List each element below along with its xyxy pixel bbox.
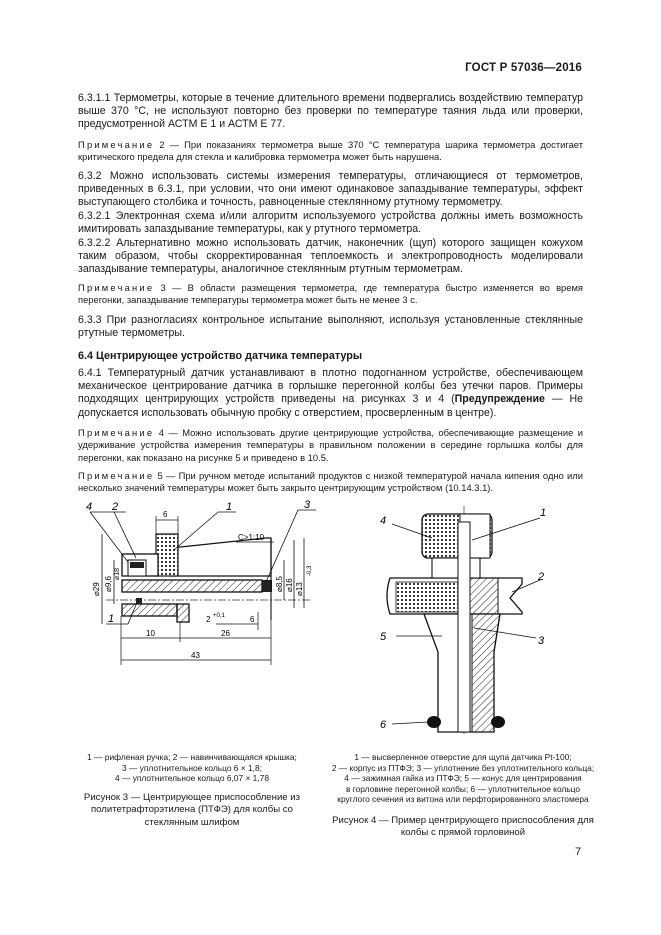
legend-line: 1 — высверленное отверстие для щупа датчика Pt-100; [354,752,572,762]
dim-43: 43 [191,651,200,660]
label-1: 1 [540,507,547,519]
figure-3-caption: Рисунок 3 — Центрирующее приспособление из политетрафторэтилена (ПТФЭ) для колбы со стеклянным шлифом [83,792,301,828]
dim-6b: 6 [250,615,255,624]
o-ring-4 [130,562,144,568]
dim-d13: ⌀13 [295,582,304,596]
taper-label: C>1:10 [238,533,265,542]
note-4 [78,427,583,464]
note-text: 3 — В области размещения термометра, где температура быстро изменяется во время перегонки, запаздывание температуры термометра может быть не менее 3 с. [78,282,583,306]
text-part: 6.4.1 Температурный датчик устанавливают в плотно подогнанном устройстве, обеспечивающем механическое центрирование датчика в горлышке перегонной колбы без утечки паров. Примеры подходящих центрирующих устройств приведены на рисунках 3 и 4 ( [78,367,583,406]
page-number: 7 [575,846,582,858]
note-3 [78,282,583,307]
body-section-lower [122,604,177,616]
paragraph-6-3-2-1: 6.3.2.1 Электронная схема и/или алгоритм используемого устройства должны иметь возможность имитировать запаздывание температуры, как у ртутного термометра. [78,210,583,236]
dim-tolerance: -0,3 [307,565,313,576]
dim-d85: ⌀8,5 [275,576,284,592]
paragraph-6-3-1-1: 6.3.1.1 Термометры, которые в течение длительного времени подвергались воздействию температур выше 370 °С, не используют повторно без проверки по температуре таяния льда или проверки, предусмотренной АСТМ Е 1 и АСТМ Е 77. [78,92,583,131]
note-label: Примечание [78,139,155,150]
warning-label: Предупреждение [454,393,545,406]
flange-knurl [396,582,458,612]
legend-line: 1 — рифленая ручка; 2 — навинчивающаяся крышка; [87,752,297,762]
paragraph-6-3-2: 6.3.2 Можно использовать системы измерения температуры, отличающиеся от термометров, приведенных в 6.3.1, при условии, что они имеют одинаковое запаздывание температуры, эффект выступающего столбика и точность, равноценные стеклянному ртутному термометру. [78,170,583,209]
dim-10: 10 [146,629,155,638]
note-label: Примечание [78,427,155,438]
dim-d18: ⌀18 [114,567,121,580]
note-text: 5 — При ручном методе испытаний продуктов с низкой температурой начала кипения одно или несколько значений температуры может быть закрыто центрирующим устройством (10.14.3.1). [78,470,583,494]
label-3: 3 [538,635,545,647]
body-section-upper [122,580,262,592]
label-2: 2 [112,501,119,513]
dim-2: 2 [206,615,211,624]
note-text: 2 — При показаниях термометра выше 370 °С температура шарика термометра достигает критического предела для стекла и калибровка термометра может быть нарушена. [78,139,583,163]
note-label: Примечание [78,470,155,481]
body-taper [171,538,271,576]
figure-3-legend [54,752,330,784]
figure-3-drawing [76,500,346,745]
section-heading-6-4: 6.4 Центрирующее устройство датчика температуры [78,350,363,362]
flange-section [468,578,498,616]
dim-d29: ⌀29 [92,582,101,596]
body-section-step [177,604,189,622]
label-6: 6 [380,719,387,731]
dim-6: 6 [163,510,168,519]
legend-line: круглого сечения из витона или перфторированного эластомера [337,794,589,805]
paragraph-6-3-3: 6.3.3 При разногласиях контрольное испытание выполняют, используя установленные стеклянные ртутные термометры. [78,314,583,340]
probe-bore [458,522,470,732]
legend-line: 3 — уплотнительное кольцо 6 × 1,8; [122,762,262,773]
label-1: 1 [226,501,233,513]
paragraph-6-3-2-2: 6.3.2.2 Альтернативно можно использовать датчик, наконечник (щуп) которого защищен кожухом таким образом, чтобы скорректированная теплоемкость и электропроводность моделировали запаздывание температуры, аналогичное стеклянным ртутным термометрам. [78,237,583,276]
o-ring-right [491,716,505,728]
label-4: 4 [86,501,93,513]
figure-4-drawing [372,502,562,737]
figure-4-legend [322,752,604,805]
knurled-handle [156,534,178,576]
legend-line: 2 — корпус из ПТФЭ; 3 — уплотнение без уплотнительного кольца; [331,762,595,773]
figure-4-caption: Рисунок 4 — Пример центрирующего приспособления для колбы с прямой горловиной [332,815,594,839]
legend-line: 4 — уплотнительное кольцо 6,07 × 1,78 [115,773,269,784]
note-label: Примечание [78,282,155,293]
label-3: 3 [304,500,311,511]
note-5 [78,470,583,495]
dim-26: 26 [221,629,230,638]
o-ring-left [427,716,441,728]
label-5: 5 [380,631,387,643]
label-2: 2 [538,571,545,583]
note-2 [78,139,583,164]
document-id: ГОСТ Р 57036—2016 [465,62,582,74]
legend-line: 4 — зажимная гайка из ПТФЭ; 5 — конус для центрирования [344,773,582,784]
dim-d16: ⌀16 [285,578,294,592]
note-text: 4 — Можно использовать другие центрирующие устройства, обеспечивающие размещение и удерживание устройства измерения температуры в правильном положении в середине горлышка колбы для перегонки, как показано на рисунке 5 и приведено в 10.5. [78,427,583,463]
text-part: — Не допускается использовать обычную пробку с отверстием, просверленным в центре). [78,393,583,419]
label-1b: 1 [108,613,115,625]
neck [432,558,480,578]
legend-line: в горловине перегонной колбы; 6 — уплотнительное кольцо [345,783,581,794]
dim-2-tol: +0,1 [213,613,225,619]
label-4: 4 [380,515,387,527]
dim-d96: ⌀9,6 [104,576,113,592]
paragraph-6-4-1 [78,367,583,420]
